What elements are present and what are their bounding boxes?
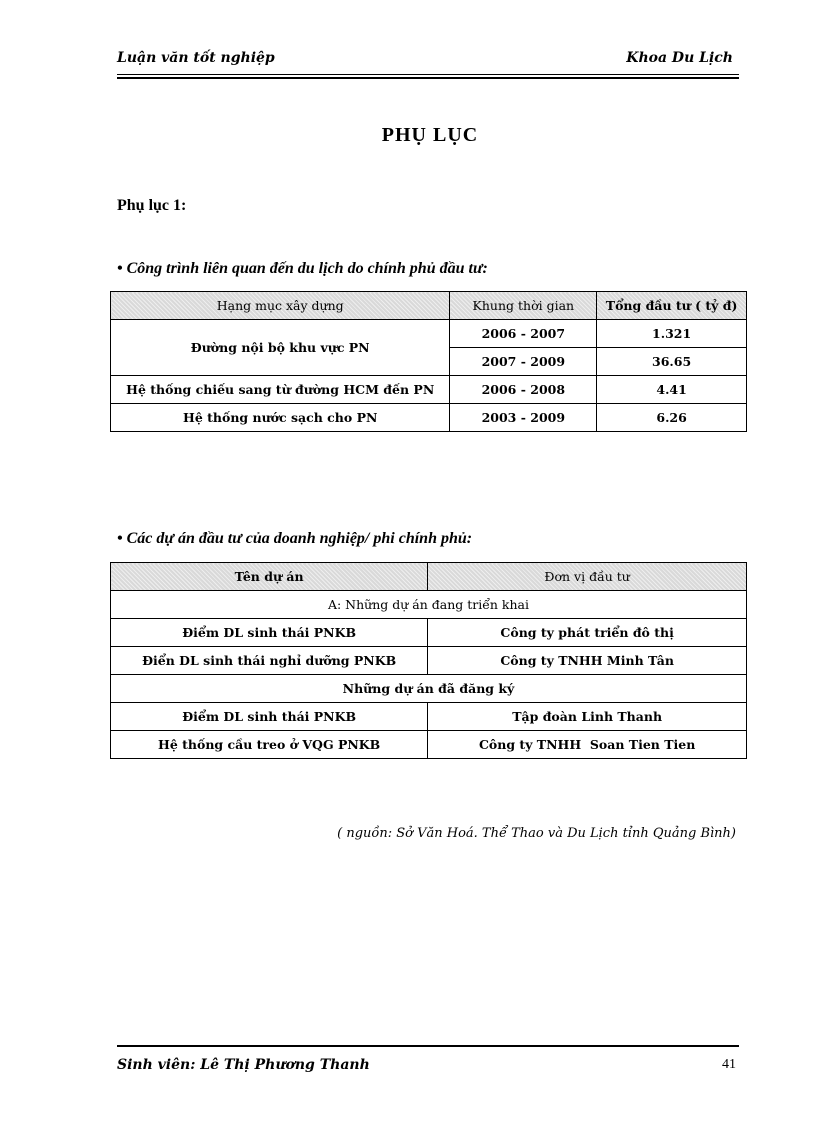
source-note: ( nguồn: Sở Văn Hoá. Thể Thao và Du Lịch tỉnh Quảng Bình): [337, 826, 736, 841]
appendix-subtitle: Phụ lục 1:: [117, 197, 187, 214]
group-label: Những dự án đã đăng ký: [111, 675, 747, 703]
column-header: Tổng đầu tư ( tỷ đ): [597, 292, 747, 320]
project-name-cell: Điểm DL sinh thái PNKB: [111, 703, 428, 731]
table-row: [111, 647, 747, 675]
total-cell: 6.26: [597, 404, 747, 432]
total-cell: 4.41: [597, 376, 747, 404]
investor-cell: Công ty TNHH Soan Tien Tien: [428, 731, 747, 759]
section2-heading: • Các dự án đầu tư của doanh nghiệp/ phi chính phủ:: [117, 530, 473, 547]
group-row: [111, 675, 747, 703]
government-investment-table: [110, 291, 747, 432]
column-header: Khung thời gian: [450, 292, 597, 320]
project-name-cell: Điểm DL sinh thái PNKB: [111, 619, 428, 647]
table-row: [111, 619, 747, 647]
footer-divider: [117, 1045, 739, 1047]
table-row: [111, 703, 747, 731]
table-row: [111, 320, 747, 348]
project-name-cell: Điển DL sinh thái nghỉ dưỡng PNKB: [111, 647, 428, 675]
header-right: Khoa Du Lịch: [626, 50, 733, 66]
investor-cell: Công ty TNHH Minh Tân: [428, 647, 747, 675]
group-label: A: Những dự án đang triển khai: [111, 591, 747, 619]
header-divider: [117, 74, 739, 75]
enterprise-projects-table: [110, 562, 747, 759]
page-number: 41: [722, 1057, 736, 1072]
column-header: Tên dự án: [111, 563, 428, 591]
column-header: Hạng mục xây dựng: [111, 292, 450, 320]
item-cell: Đường nội bộ khu vực PN: [111, 320, 450, 376]
table-row: [111, 731, 747, 759]
table-row: [111, 376, 747, 404]
page-title: PHỤ LỤC: [381, 124, 479, 146]
investor-cell: Công ty phát triển đô thị: [428, 619, 747, 647]
header-left: Luận văn tốt nghiệp: [117, 50, 275, 66]
total-cell: 36.65: [597, 348, 747, 376]
column-header: Đơn vị đầu tư: [428, 563, 747, 591]
total-cell: 1.321: [597, 320, 747, 348]
item-cell: Hệ thống nước sạch cho PN: [111, 404, 450, 432]
footer-student: Sinh viên: Lê Thị Phương Thanh: [117, 1057, 370, 1073]
investor-cell: Tập đoàn Linh Thanh: [428, 703, 747, 731]
project-name-cell: Hệ thống cầu treo ở VQG PNKB: [111, 731, 428, 759]
header-divider-thick: [117, 77, 739, 79]
table-header-row: [111, 292, 747, 320]
table-row: [111, 404, 747, 432]
section1-heading: • Công trình liên quan đến du lịch do chính phủ đầu tư:: [117, 260, 488, 277]
time-cell: 2007 - 2009: [450, 348, 597, 376]
time-cell: 2006 - 2007: [450, 320, 597, 348]
group-row: [111, 591, 747, 619]
table-header-row: [111, 563, 747, 591]
item-cell: Hệ thống chiếu sang từ đường HCM đến PN: [111, 376, 450, 404]
time-cell: 2006 - 2008: [450, 376, 597, 404]
time-cell: 2003 - 2009: [450, 404, 597, 432]
